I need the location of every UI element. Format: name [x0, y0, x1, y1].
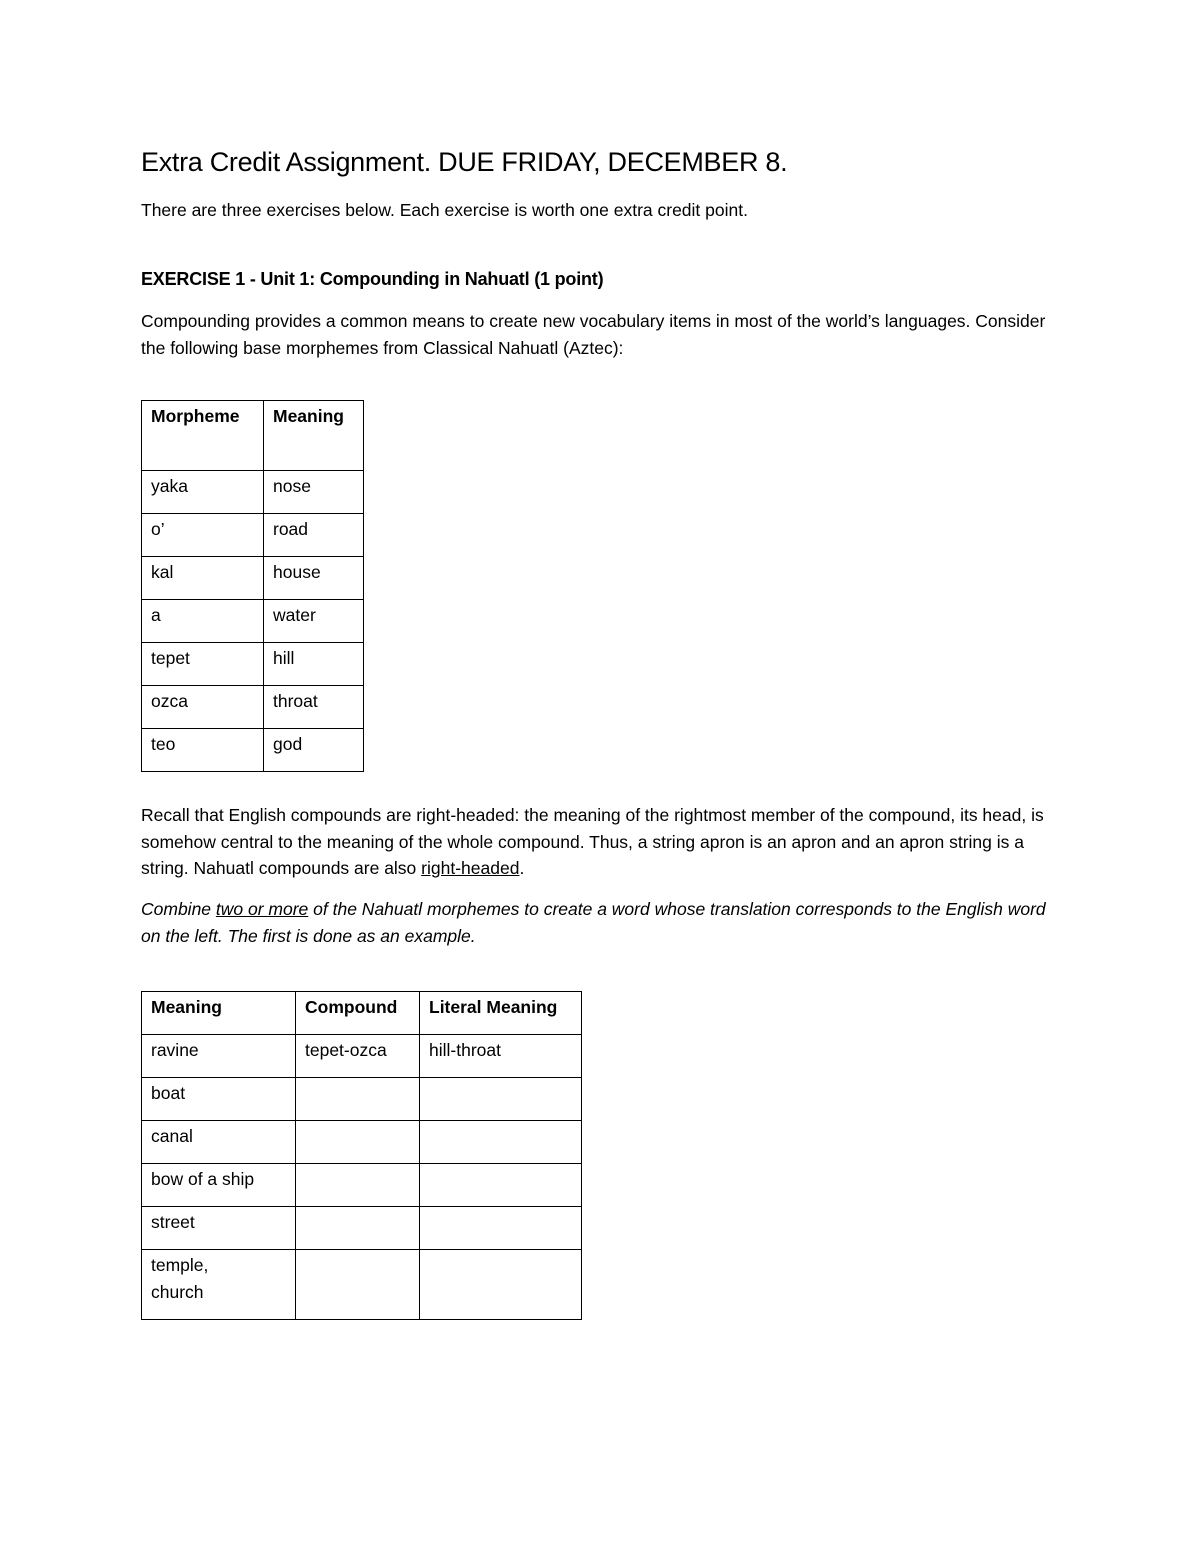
morpheme-cell: yaka: [142, 471, 264, 514]
instructions-after: of the Nahuatl morphemes to create a word whose translation corresponds to the English word on the left. The first is done as an example.: [141, 899, 1046, 946]
meaning-cell: nose: [264, 471, 364, 514]
literal-meaning-cell: [420, 1121, 582, 1164]
compound-table: [141, 991, 582, 1320]
exercise-1-heading: EXERCISE 1 - Unit 1: Compounding in Nahuatl (1 point): [141, 269, 604, 289]
morpheme-cell: ozca: [142, 686, 264, 729]
meaning-cell: [142, 1250, 296, 1320]
compound-cell: [296, 1121, 420, 1164]
compound-cell: [296, 1078, 420, 1121]
meaning-cell: water: [264, 600, 364, 643]
header-literal-meaning: Literal Meaning: [420, 992, 582, 1035]
meaning-cell: god: [264, 729, 364, 772]
table-row: [142, 686, 364, 729]
paragraph-2-text: Recall that English compounds are right-headed: the meaning of the rightmost member of the compound, its head, is somehow central to the meaning of the whole compound. Thus, a string apron is an apron and an apron string is a string. Nahuatl compounds are also: [141, 805, 1044, 878]
table-row: [142, 471, 364, 514]
table-row: [142, 1207, 582, 1250]
table-row: [142, 729, 364, 772]
intro-text: There are three exercises below. Each exercise is worth one extra credit point.: [141, 200, 748, 220]
header-meaning: Meaning: [264, 401, 364, 471]
table-row: [142, 1121, 582, 1164]
literal-meaning-cell: [420, 1207, 582, 1250]
meaning-cell: bow of a ship: [142, 1164, 296, 1207]
paragraph-2-end: .: [519, 858, 525, 878]
morpheme-cell: kal: [142, 557, 264, 600]
literal-meaning-cell: hill-throat: [420, 1035, 582, 1078]
meaning-cell: street: [142, 1207, 296, 1250]
table-header-row: [142, 401, 364, 471]
meaning-cell: house: [264, 557, 364, 600]
header-compound: Compound: [296, 992, 420, 1035]
table-row: [142, 1164, 582, 1207]
table-row: [142, 600, 364, 643]
compound-cell: [296, 1250, 420, 1320]
exercise-1-paragraph-2: [141, 802, 1061, 882]
instructions-before: Combine: [141, 899, 216, 919]
meaning-cell: canal: [142, 1121, 296, 1164]
compound-cell: [296, 1207, 420, 1250]
table-row: [142, 643, 364, 686]
meaning-cell: ravine: [142, 1035, 296, 1078]
header-morpheme-label: Morpheme: [151, 406, 240, 426]
table-row: [142, 1250, 582, 1320]
compound-cell: tepet-ozca: [296, 1035, 420, 1078]
morpheme-cell: tepet: [142, 643, 264, 686]
morpheme-cell: a: [142, 600, 264, 643]
compound-cell: [296, 1164, 420, 1207]
morpheme-cell: o’: [142, 514, 264, 557]
meaning-cell: hill: [264, 643, 364, 686]
page-title: Extra Credit Assignment. DUE FRIDAY, DECEMBER 8.: [141, 147, 788, 177]
exercise-1-paragraph-1: Compounding provides a common means to create new vocabulary items in most of the world’s languages. Consider the following base morphemes from Classical Nahuatl (Aztec):: [141, 311, 1046, 358]
meaning-cell: boat: [142, 1078, 296, 1121]
literal-meaning-cell: [420, 1164, 582, 1207]
morpheme-table: [141, 400, 364, 772]
table-row: [142, 514, 364, 557]
literal-meaning-cell: [420, 1078, 582, 1121]
two-or-more-underlined: two or more: [215, 899, 309, 919]
meaning-cell: road: [264, 514, 364, 557]
header-meaning: Meaning: [142, 992, 296, 1035]
table-row: [142, 557, 364, 600]
exercise-1-instructions: [141, 896, 1061, 949]
table-header-row: [142, 992, 582, 1035]
right-headed-underlined: right-headed: [421, 858, 520, 878]
literal-meaning-cell: [420, 1250, 582, 1320]
table-row: [142, 1035, 582, 1078]
meaning-cell: throat: [264, 686, 364, 729]
morpheme-cell: teo: [142, 729, 264, 772]
header-morpheme: [142, 401, 264, 471]
table-row: [142, 1078, 582, 1121]
meaning-cell-text: temple, church: [151, 1255, 209, 1302]
